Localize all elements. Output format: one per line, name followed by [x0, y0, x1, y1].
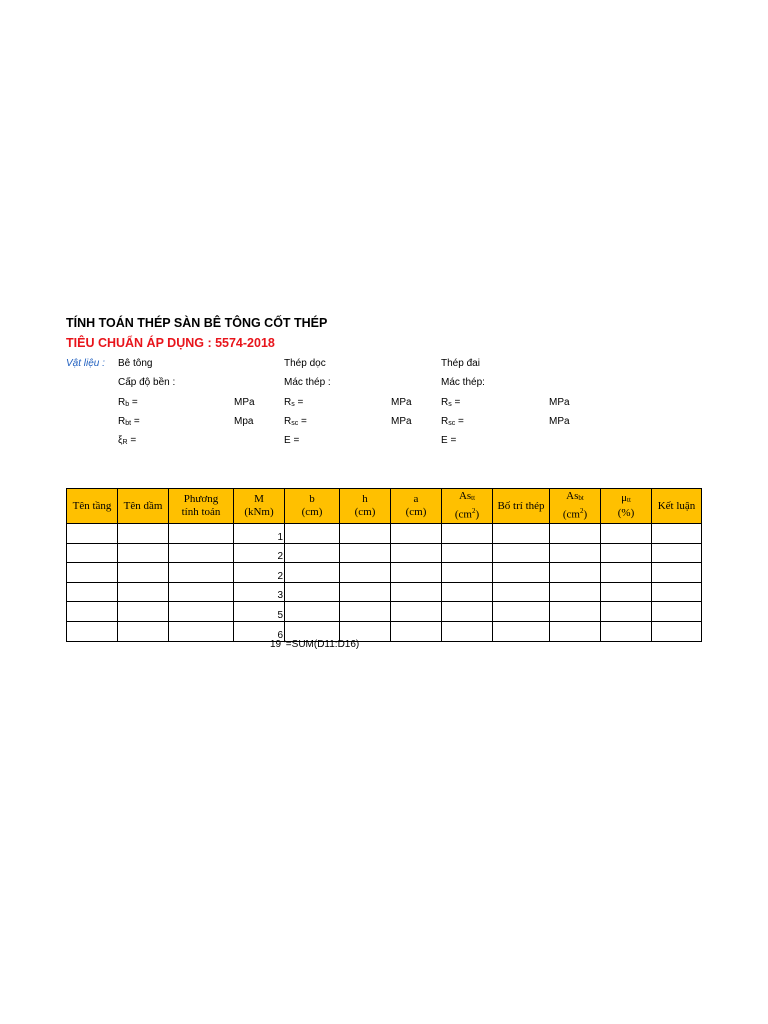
document-subtitle: TIÊU CHUẨN ÁP DỤNG : 5574-2018: [66, 336, 275, 350]
table-cell[interactable]: [391, 524, 442, 544]
table-row: [67, 602, 702, 622]
moment-cell[interactable]: 3: [234, 582, 285, 602]
stirrup-steel-e-label: E =: [441, 435, 457, 446]
table-cell[interactable]: [67, 563, 118, 583]
table-cell[interactable]: [67, 602, 118, 622]
table-row: [67, 543, 702, 563]
long-steel-rsc-label: $R_{sc}$ =: [284, 416, 307, 427]
header-floor-name[interactable]: Tên tầng: [67, 489, 118, 524]
header-beam-name[interactable]: Tên dầm: [118, 489, 169, 524]
table-cell[interactable]: [169, 582, 234, 602]
table-cell[interactable]: [67, 524, 118, 544]
table-cell[interactable]: [550, 621, 601, 641]
header-conclusion[interactable]: Kết luận: [652, 489, 702, 524]
table-row: [67, 621, 702, 641]
long-steel-rs-unit: MPa: [391, 397, 412, 408]
table-cell[interactable]: [601, 602, 652, 622]
long-steel-heading: Thép dọc: [284, 358, 326, 369]
stirrup-steel-rsc-label: $R_{sc}$ =: [441, 416, 464, 427]
stirrup-steel-heading: Thép đai: [441, 358, 480, 369]
table-row: [67, 582, 702, 602]
table-cell[interactable]: [652, 582, 702, 602]
table-cell[interactable]: [493, 621, 550, 641]
table-cell[interactable]: [442, 582, 493, 602]
table-cell[interactable]: [652, 621, 702, 641]
document-title: TÍNH TOÁN THÉP SÀN BÊ TÔNG CỐT THÉP: [66, 316, 328, 330]
sum-formula-text[interactable]: 19 '=SUM(D11:D16): [270, 639, 360, 650]
table-cell[interactable]: [169, 602, 234, 622]
table-cell[interactable]: [652, 543, 702, 563]
table-cell[interactable]: [340, 563, 391, 583]
table-header-row: [67, 489, 702, 524]
moment-cell[interactable]: 2: [234, 563, 285, 583]
moment-cell[interactable]: 6: [234, 621, 285, 641]
table-cell[interactable]: [493, 563, 550, 583]
table-cell[interactable]: [652, 524, 702, 544]
table-cell[interactable]: [118, 563, 169, 583]
header-as-provided[interactable]: $As_{bt}$ $(cm^2)$: [550, 489, 601, 524]
header-cover[interactable]: a (cm): [391, 489, 442, 524]
table-cell[interactable]: [391, 563, 442, 583]
table-cell[interactable]: [601, 543, 652, 563]
table-cell[interactable]: [601, 524, 652, 544]
header-method[interactable]: Phương tính toán: [169, 489, 234, 524]
table-cell[interactable]: [442, 621, 493, 641]
concrete-rbt-unit: Mpa: [234, 416, 254, 427]
table-cell[interactable]: [391, 621, 442, 641]
table-cell[interactable]: [340, 582, 391, 602]
table-cell[interactable]: [601, 621, 652, 641]
stirrup-steel-grade-label: Mác thép:: [441, 377, 485, 388]
table-cell[interactable]: [285, 602, 340, 622]
moment-cell[interactable]: 1: [234, 524, 285, 544]
table-cell[interactable]: [169, 563, 234, 583]
concrete-rbt-label: $R_{bt}$ =: [118, 416, 140, 427]
concrete-rb-unit: MPa: [234, 397, 255, 408]
table-cell[interactable]: [493, 524, 550, 544]
header-steel-layout[interactable]: Bố trí thép: [493, 489, 550, 524]
table-cell[interactable]: [118, 621, 169, 641]
table-cell[interactable]: [340, 602, 391, 622]
table-cell[interactable]: [118, 582, 169, 602]
table-cell[interactable]: [550, 543, 601, 563]
table-cell[interactable]: [550, 582, 601, 602]
header-as-required[interactable]: $As_{tt}$ $(cm^2)$: [442, 489, 493, 524]
table-cell[interactable]: [391, 602, 442, 622]
table-cell[interactable]: [340, 524, 391, 544]
table-cell[interactable]: [442, 524, 493, 544]
steel-calculation-table: [66, 488, 702, 642]
table-cell[interactable]: [601, 582, 652, 602]
table-cell[interactable]: [391, 543, 442, 563]
table-cell[interactable]: [442, 602, 493, 622]
table-row: [67, 524, 702, 544]
table-cell[interactable]: [601, 563, 652, 583]
table-cell[interactable]: [652, 602, 702, 622]
table-cell[interactable]: [493, 582, 550, 602]
table-cell[interactable]: [169, 621, 234, 641]
header-reinforcement-ratio[interactable]: $\mu_{tt}$ (%): [601, 489, 652, 524]
concrete-heading: Bê tông: [118, 358, 153, 369]
table-cell[interactable]: [285, 582, 340, 602]
table-cell[interactable]: [550, 563, 601, 583]
table-cell[interactable]: [118, 602, 169, 622]
table-cell[interactable]: [550, 524, 601, 544]
moment-cell[interactable]: 5: [234, 602, 285, 622]
concrete-xi-label: $\xi_R$ =: [118, 435, 137, 446]
long-steel-e-label: E =: [284, 435, 300, 446]
table-cell[interactable]: [442, 563, 493, 583]
long-steel-rsc-unit: MPa: [391, 416, 412, 427]
materials-label: Vật liệu :: [66, 358, 105, 369]
table-cell[interactable]: [493, 543, 550, 563]
header-height[interactable]: h (cm): [340, 489, 391, 524]
table-cell[interactable]: [391, 582, 442, 602]
table-cell[interactable]: [442, 543, 493, 563]
table-row: [67, 563, 702, 583]
table-cell[interactable]: [67, 582, 118, 602]
long-steel-grade-label: Mác thép :: [284, 377, 331, 388]
header-width[interactable]: b (cm): [285, 489, 340, 524]
table-cell[interactable]: [285, 563, 340, 583]
table-cell[interactable]: [67, 621, 118, 641]
long-steel-rs-label: $R_s$ =: [284, 397, 304, 408]
table-cell[interactable]: [118, 543, 169, 563]
concrete-grade-label: Cấp độ bền :: [118, 377, 176, 388]
header-moment[interactable]: M (kNm): [234, 489, 285, 524]
table-cell[interactable]: [285, 543, 340, 563]
table-cell[interactable]: [118, 524, 169, 544]
table-cell[interactable]: [652, 563, 702, 583]
table-cell[interactable]: [493, 602, 550, 622]
concrete-rb-label: $R_b$ =: [118, 397, 138, 408]
table-cell[interactable]: [169, 524, 234, 544]
table-cell[interactable]: [285, 524, 340, 544]
moment-cell[interactable]: 2: [234, 543, 285, 563]
table-cell[interactable]: [67, 543, 118, 563]
table-cell[interactable]: [550, 602, 601, 622]
table-cell[interactable]: [340, 543, 391, 563]
stirrup-steel-rsc-unit: MPa: [549, 416, 570, 427]
stirrup-steel-rs-label: $R_s$ =: [441, 397, 461, 408]
stirrup-steel-rs-unit: MPa: [549, 397, 570, 408]
table-cell[interactable]: [169, 543, 234, 563]
